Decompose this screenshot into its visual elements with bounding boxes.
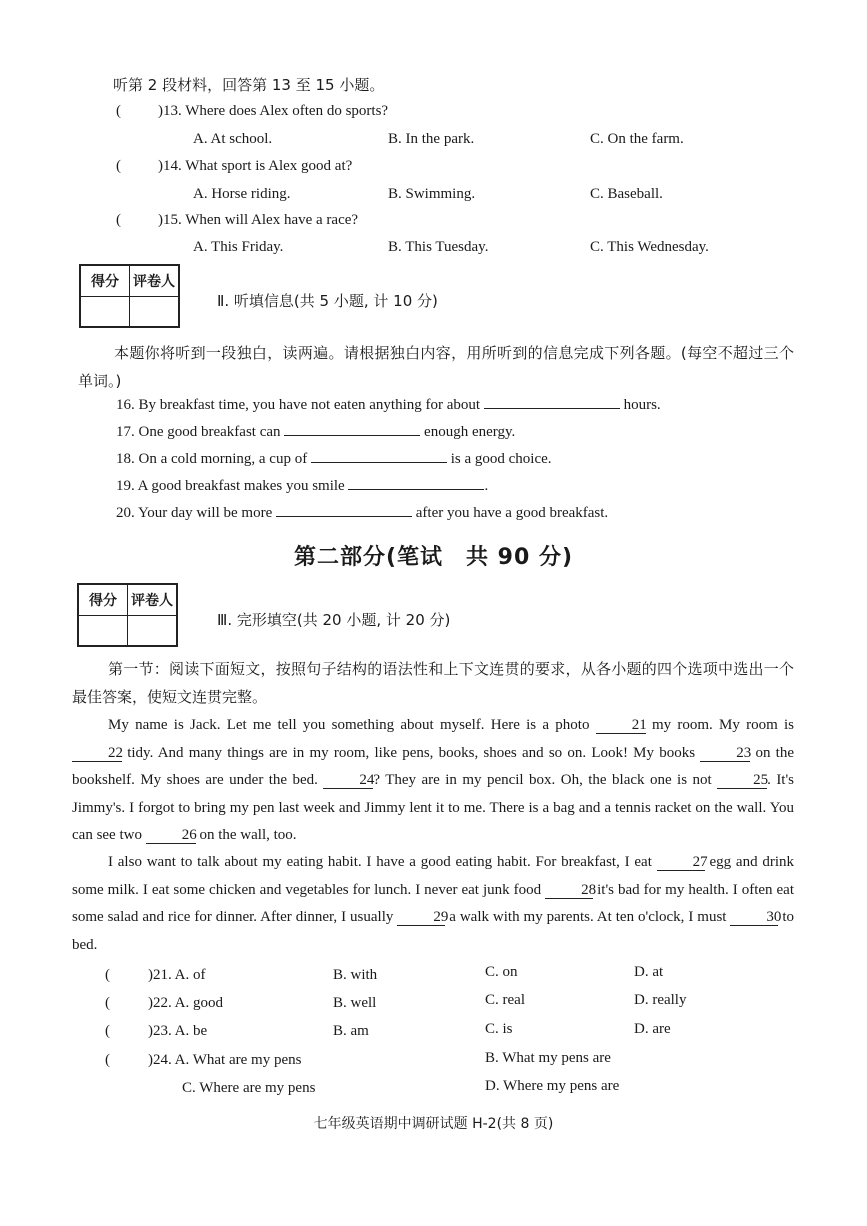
part-2-heading: 第二部分(笔试 共 90 分)	[293, 545, 574, 570]
answer-paren[interactable]: (	[116, 212, 121, 228]
fill-item-20: 20. Your day will be more after you have a good breakfast.	[116, 505, 609, 521]
question-stem: )13. Where does Alex often do sports?	[158, 103, 389, 119]
option-c: C. real	[485, 992, 525, 1008]
option-d: D. are	[634, 1021, 671, 1037]
answer-blank[interactable]	[348, 489, 484, 490]
option-b: B. with	[333, 967, 378, 983]
option-b: B. What my pens are	[485, 1050, 611, 1066]
score-cell[interactable]	[78, 616, 128, 647]
answer-blank[interactable]	[276, 516, 412, 517]
score-cell[interactable]	[80, 297, 130, 328]
answer-blank[interactable]	[311, 462, 447, 463]
fill-item-19: 19. A good breakfast makes you smile .	[116, 478, 489, 494]
section-3-sub-intro: 第一节：阅读下面短文，按照句子结构的语法性和上下文连贯的要求，从各小题的四个选项中选出一个最佳答案，使短文连贯完整。	[72, 660, 794, 706]
cloze-blank-23[interactable]: 23	[700, 746, 750, 762]
option-c: C. on	[485, 964, 518, 980]
fill-item-18: 18. On a cold morning, a cup of is a good choice.	[116, 451, 552, 467]
cloze-paragraph-2: I also want to talk about my eating habit. I have a good eating habit. For breakfast, I eat 27 egg and drink some milk. I eat some chicken and vegetables for lunch. I never eat junk food 28 it's bad for my health. I often eat some salad and rice for dinner. After dinner, I usually 29 a walk with my parents. At ten o'clock, I must 30 to bed.	[72, 854, 795, 953]
option-c: C. Baseball.	[590, 186, 663, 202]
grader-cell[interactable]	[128, 616, 178, 647]
cloze-blank-21[interactable]: 21	[596, 718, 646, 734]
cloze-blank-25[interactable]: 25	[717, 773, 767, 789]
answer-paren[interactable]: (	[105, 995, 110, 1011]
cloze-blank-26[interactable]: 26	[146, 828, 196, 844]
cloze-blank-22[interactable]: 22	[72, 746, 122, 762]
grader-label: 评卷人	[128, 584, 178, 616]
cloze-paragraph-1: My name is Jack. Let me tell you something about myself. Here is a photo 21 my room. My room is 22 tidy. And many things are in my room, like pens, books, shoes and so on. Look! My books 23 on the bookshelf. My shoes are under the bed. 24? They are in my pencil box. Oh, the black one is not 25. It's Jimmy's. I forgot to bring my pen last week and Jimmy lent it to me. There is a bag and a tennis racket on the wall. You can see two 26 on the wall, too.	[72, 717, 795, 843]
option-a: A. At school.	[193, 131, 273, 147]
score-box	[77, 583, 178, 647]
option-b: B. This Tuesday.	[388, 239, 489, 255]
score-label: 得分	[78, 584, 128, 616]
answer-blank[interactable]	[484, 408, 620, 409]
option-c: C. is	[485, 1021, 513, 1037]
option-c: C. This Wednesday.	[590, 239, 709, 255]
option-c: C. Where are my pens	[182, 1080, 316, 1096]
fill-item-17: 17. One good breakfast can enough energy.	[116, 424, 516, 440]
option-b: B. In the park.	[388, 131, 475, 147]
option-d: D. Where my pens are	[485, 1078, 620, 1094]
score-label: 得分	[80, 265, 130, 297]
listening-instruction: 听第 2 段材料，回答第 13 至 15 小题。	[113, 76, 385, 94]
option-d: D. at	[634, 964, 664, 980]
option-b: B. well	[333, 995, 377, 1011]
option-b: B. am	[333, 1023, 369, 1039]
answer-paren[interactable]: (	[105, 1052, 110, 1068]
option-c: C. On the farm.	[590, 131, 684, 147]
cloze-blank-24[interactable]: 24	[323, 773, 373, 789]
cloze-blank-29[interactable]: 29	[397, 910, 445, 926]
fill-item-16: 16. By breakfast time, you have not eaten anything for about hours.	[116, 397, 661, 413]
option-d: D. really	[634, 992, 687, 1008]
option-a: A. Horse riding.	[193, 186, 291, 202]
option-a: A. This Friday.	[193, 239, 284, 255]
option-a: )23. A. be	[148, 1023, 208, 1039]
option-b: B. Swimming.	[388, 186, 476, 202]
grader-label: 评卷人	[130, 265, 180, 297]
cloze-blank-27[interactable]: 27	[657, 855, 705, 871]
option-a: )24. A. What are my pens	[148, 1052, 302, 1068]
section-2-title: Ⅱ. 听填信息(共 5 小题, 计 10 分)	[217, 292, 438, 310]
section-3-title: Ⅲ. 完形填空(共 20 小题, 计 20 分)	[217, 611, 451, 629]
option-a: )22. A. good	[148, 995, 223, 1011]
answer-paren[interactable]: (	[105, 1023, 110, 1039]
page-footer: 七年级英语期中调研试题 H-2(共 8 页)	[313, 1116, 554, 1132]
question-stem: )14. What sport is Alex good at?	[158, 158, 353, 174]
answer-paren[interactable]: (	[116, 103, 121, 119]
answer-blank[interactable]	[284, 435, 420, 436]
question-stem: )15. When will Alex have a race?	[158, 212, 359, 228]
score-box	[79, 264, 180, 328]
section-2-intro: 本题你将听到一段独白，读两遍。请根据独白内容，用所听到的信息完成下列各题。(每空不超过三个单词。)	[78, 344, 794, 390]
grader-cell[interactable]	[130, 297, 180, 328]
answer-paren[interactable]: (	[116, 158, 121, 174]
cloze-blank-30[interactable]: 30	[730, 910, 778, 926]
option-a: )21. A. of	[148, 967, 206, 983]
cloze-blank-28[interactable]: 28	[545, 883, 593, 899]
answer-paren[interactable]: (	[105, 967, 110, 983]
